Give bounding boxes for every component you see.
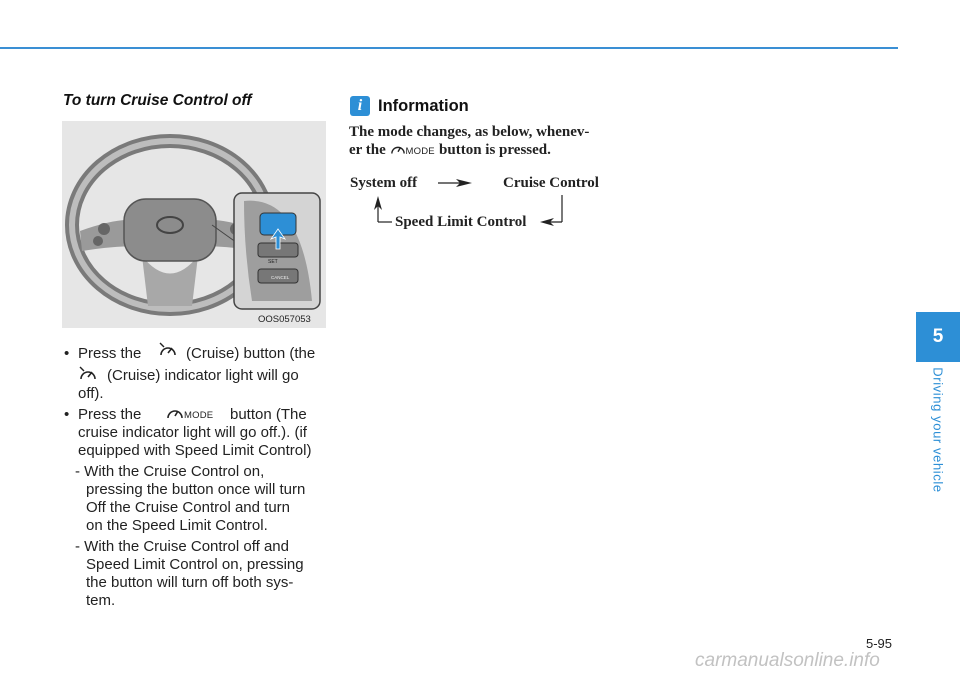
header-rule	[0, 47, 898, 49]
bullet-dot: •	[64, 345, 70, 362]
cruise-icon	[158, 341, 178, 366]
steering-wheel-illustration	[62, 121, 326, 328]
mode-label: MODE	[405, 146, 435, 157]
chapter-tab: 5	[916, 312, 960, 362]
info-line2-b: button is pressed.	[439, 142, 551, 158]
bullet1-text-a: Press the	[78, 345, 142, 362]
sub2-text-a: - With the Cruise Control off and	[75, 538, 289, 555]
set-label: SET	[268, 259, 278, 265]
page-number: 5-95	[866, 636, 893, 651]
cancel-label: CANCEL	[271, 275, 290, 280]
section-title: To turn Cruise Control off	[63, 92, 252, 109]
sub1-text-d: on the Speed Limit Control.	[86, 517, 268, 534]
bullet1-text-c: (Cruise) indicator light will go	[107, 367, 299, 384]
chapter-title: Driving your vehicle	[930, 367, 946, 493]
sub2-text-b: Speed Limit Control on, pressing	[86, 556, 304, 573]
info-title: Information	[378, 97, 469, 115]
sub1-text-a: - With the Cruise Control on,	[75, 463, 265, 480]
flow-cruise-control: Cruise Control	[503, 175, 599, 191]
bullet2-text-d: equipped with Speed Limit Control)	[78, 442, 312, 459]
bullet1-text-b: (Cruise) button (the	[186, 345, 316, 362]
info-line1: The mode changes, as below, whenev-	[349, 124, 590, 140]
sub2-text-d: tem.	[86, 592, 116, 609]
figure-code: OOS057053	[258, 314, 311, 325]
info-line2-a: er the	[349, 142, 386, 158]
info-icon: i	[350, 96, 370, 116]
bullet2-text-c: cruise indicator light will go off.). (if	[78, 424, 307, 441]
bullet2-text-b: button (The	[230, 406, 307, 423]
flow-system-off: System off	[350, 175, 418, 191]
watermark: carmanualsonline.info	[695, 650, 880, 671]
flow-arrows	[340, 170, 580, 240]
bullet2-text-a: Press the	[78, 406, 142, 423]
flow-speed-limit-control: Speed Limit Control	[395, 214, 527, 230]
bullet-dot: •	[64, 406, 70, 423]
sub1-text-b: pressing the button once will turn	[86, 481, 306, 498]
sub2-text-c: the button will turn off both sys-	[86, 574, 294, 591]
cruise-mode-icon	[166, 405, 213, 425]
cruise-mode-icon	[390, 141, 439, 158]
steering-wheel-figure	[62, 121, 326, 328]
sub1-text-c: Off the Cruise Control and turn	[86, 499, 290, 516]
bullet1-text-d: off).	[78, 385, 104, 402]
mode-label: MODE	[184, 410, 214, 421]
info-line2	[349, 141, 551, 159]
